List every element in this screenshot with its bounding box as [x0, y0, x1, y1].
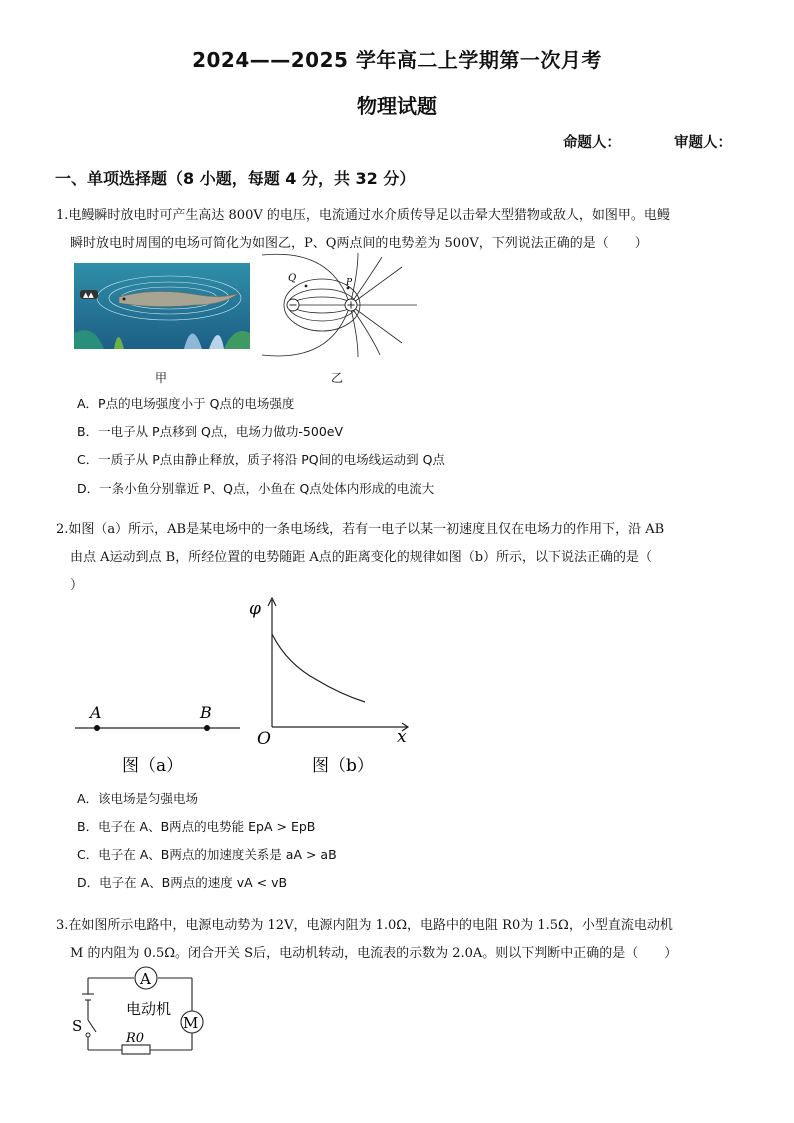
label-p: P — [346, 278, 353, 288]
author-line — [515, 131, 732, 152]
figure-a-caption: 图（a） — [122, 756, 184, 776]
figure-jia-caption: 甲 — [155, 371, 168, 385]
electric-field-diagram — [262, 253, 422, 357]
figure-b-caption: 图（b） — [312, 756, 374, 776]
reviewer-label: 审题人： — [674, 135, 732, 151]
circuit-diagram — [68, 964, 218, 1059]
exam-title: 2024——2025 学年高二上学期第一次月考 — [192, 48, 602, 72]
switch-label: S — [72, 1017, 83, 1035]
question-2-line2: 由点 A运动到点 B，所经位置的电势随距 A点的距离变化的规律如图（b）所示，以下说法正确的是（ — [70, 550, 653, 565]
question-1-stem — [56, 202, 726, 258]
section-title: 一、单项选择题（8 小题，每题 4 分，共 32 分） — [55, 169, 416, 188]
point-b-label: B — [200, 703, 212, 722]
eel-photo — [74, 263, 250, 349]
exam-subtitle: 物理试题 — [357, 94, 437, 118]
q1-option-d: D．一条小鱼分别靠近 P、Q点，小鱼在 Q点处体内形成的电流大 — [77, 481, 435, 496]
question-3-stem — [56, 912, 726, 968]
figure-a-field-line — [70, 700, 245, 780]
ammeter-symbol: A — [140, 970, 151, 988]
question-1-line1: 1.电鳗瞬时放电时可产生高达 800V 的电压，电流通过水介质传导足以击晕大型猎物或敌人，如图甲。电鳗 — [56, 208, 670, 223]
origin-label: O — [257, 729, 271, 749]
figure-b-potential-graph — [245, 592, 420, 780]
q2-option-c: C．电子在 A、B两点的加速度关系是 aA > aB — [77, 847, 337, 862]
resistor-label: R0 — [126, 1031, 145, 1046]
motor-label: 电动机 — [126, 1000, 172, 1018]
q1-option-a: A．P点的电场强度小于 Q点的电场强度 — [77, 396, 295, 411]
label-q: Q — [288, 273, 297, 284]
q1-option-b: B．一电子从 P点移到 Q点，电场力做功-500eV — [77, 424, 344, 439]
q2-option-d: D．电子在 A、B两点的速度 vA < vB — [77, 875, 288, 890]
q1-option-c: C．一质子从 P点由静止释放，质子将沿 PQ间的电场线运动到 Q点 — [77, 452, 445, 467]
question-3-line1: 3.在如图所示电路中，电源电动势为 12V，电源内阻为 1.0Ω，电路中的电阻 R0为 1.5Ω，小型直流电动机 — [56, 918, 673, 933]
question-2-line1: 2.如图（a）所示，AB是某电场中的一条电场线，若有一电子以某一初速度且仅在电场力的作用下，沿 AB — [56, 522, 665, 537]
axis-x: x — [397, 727, 407, 747]
question-3-line2: M 的内阻为 0.5Ω。闭合开关 S后，电动机转动，电流表的示数为 2.0A。则以下判断中正确的是（ ） — [70, 946, 678, 961]
point-a-label: A — [90, 703, 102, 722]
question-1-line2: 瞬时放电时周围的电场可简化为如图乙，P、Q两点间的电势差为 500V，下列说法正确的是（ ） — [70, 236, 648, 251]
figure-yi-caption: 乙 — [331, 371, 344, 385]
question-2-stem — [56, 516, 726, 600]
question-2-line3: ） — [70, 578, 84, 593]
q2-option-b: B．电子在 A、B两点的电势能 EpA > EpB — [77, 819, 316, 834]
q2-option-a: A．该电场是匀强电场 — [77, 791, 199, 806]
motor-symbol: M — [183, 1014, 199, 1032]
axis-phi: φ — [249, 599, 261, 619]
setter-label: 命题人： — [562, 135, 621, 151]
svg-text:▲▲: ▲▲ — [83, 291, 94, 299]
